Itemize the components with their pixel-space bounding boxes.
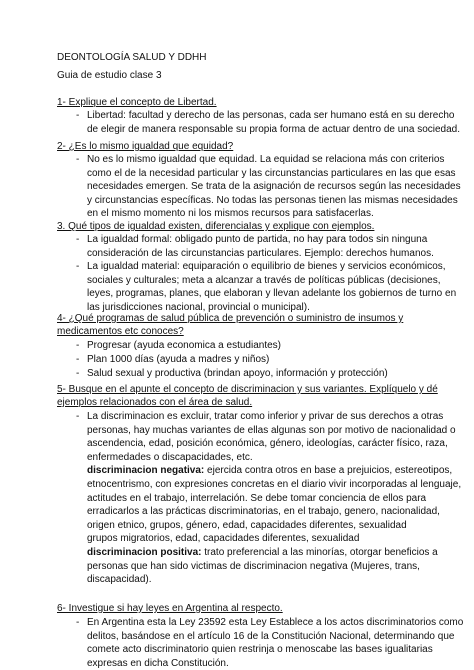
bullet: -: [76, 354, 80, 365]
doc-title: DEONTOLOGÍA SALUD Y DDHH: [57, 52, 207, 63]
answer-4a: [87, 339, 432, 353]
answer-line: personas que han sido victimas de discriminacion negativa (Mujeres, trans,: [87, 560, 420, 572]
answer-line: La igualdad material: equiparación o equilibrio de bienes y servicios económicos,: [87, 261, 446, 272]
answer-1: [87, 109, 461, 136]
question-4-line-1: 4- ¿Qué programas de salud pública de prevención o suministro de insumos y: [57, 313, 404, 324]
bullet: -: [76, 234, 80, 245]
answer-line: En Argentina esta la Ley 23592 esta Ley Establece a los actos discriminatorios como: [87, 617, 464, 628]
answer-line: delitos, basándose en el artículo 16 de la Constitución Nacional, determinando que: [87, 630, 455, 642]
answer-line: Plan 1000 días (ayuda a madres y niños): [87, 354, 270, 365]
bold-term: discriminacion negativa:: [87, 465, 205, 477]
answer-line: grupos migratorios, edad, capacidades diferentes, sexualidad: [87, 533, 360, 545]
question-5-line-1: 5- Busque en el apunte el concepto de discriminacion y sus variantes. Explíquelo y dé: [57, 384, 438, 395]
answer-4c: [87, 367, 432, 381]
term-text: ejercida contra otros en base a prejuicios, estereotipos,: [204, 465, 453, 477]
question-6: 6- Investigue si hay leyes en Argentina al respecto.: [57, 603, 283, 614]
answer-line: discapacidad).: [87, 574, 152, 586]
answer-line: Progresar (ayuda economica a estudiantes): [87, 340, 281, 351]
answer-line: personas, hay muchas variantes de ellas algunas son por motivo de nacionalidad o: [87, 424, 456, 436]
question-1: 1- Explique el concepto de Libertad.: [57, 97, 217, 108]
answer-line: La igualdad formal: obligado punto de partida, no hay para todos sin ninguna: [87, 234, 428, 245]
answer-line: leyes, programas, planes, que elaboran y llevan adelante los gobiernos de turno en: [87, 288, 457, 300]
bullet: -: [76, 340, 80, 351]
answer-line: erradicarlos a las prácticas discriminatorias, en el trabajo, genero, nacionalidad,: [87, 506, 440, 518]
question-3: 3. Qué tipos de igualdad existen, diferenciaIas y explique con ejemplos.: [57, 221, 375, 232]
answer-line: consideración de las circunstancias particulares. Ejemplo: derechos humanos.: [87, 247, 434, 259]
bullet: -: [76, 617, 80, 628]
answer-line: Libertad: facultad y derecho de las personas, cada ser humano está en su derecho: [87, 110, 455, 121]
bullet: -: [76, 411, 80, 422]
answer-line: Salud sexual y productiva (brindan apoyo, información y protección): [87, 368, 388, 379]
answer-line: sociales y culturales; meta a alcanzar a través de políticas públicas (decisiones,: [87, 274, 441, 286]
answer-line: La discriminacion es excluir, tratar como inferior y privar de sus derechos a otras: [87, 411, 444, 422]
answer-3a: [87, 233, 432, 260]
term-text: trato preferencial a las minorías, otorgar beneficios a: [201, 546, 438, 558]
doc-subtitle: Guia de estudio clase 3: [57, 70, 162, 81]
answer-line: de elegir de manera responsable su propia forma de actuar dentro de una sociedad.: [87, 123, 461, 135]
bullet: -: [76, 261, 80, 272]
answer-line: comete acto discriminatorio quien restrinja o menoscabe las bases igualitarias: [87, 644, 433, 656]
question-2: 2- ¿Es lo mismo igualdad que equidad?: [57, 141, 234, 152]
answer-line: necesidades emergen. Se trata de la asignación de recursos según las necesidades: [87, 181, 461, 193]
answer-line-with-term: [87, 464, 453, 478]
answer-line: origen etnico, grupos, género, edad, capacidades diferentes, sexualidad: [87, 519, 407, 531]
answer-4b: [87, 353, 432, 367]
answer-line: enfermedades o discapacidades, etc.: [87, 451, 253, 463]
answer-3b: [87, 260, 457, 314]
answer-line: y circunstancias específicas. No todas las personas tienen las mismas necesidades: [87, 194, 458, 206]
bold-term: discriminacion positiva:: [87, 546, 202, 558]
bullet: -: [76, 154, 80, 165]
answer-line: actitudes en el trabajo, interrelación. Se debe tomar conciencia de ellos para: [87, 492, 427, 504]
answer-line: como el de la necesidad particular y las circunstancias particulares en las que esas: [87, 167, 456, 179]
answer-line: No es lo mismo igualdad que equidad. La equidad se relaciona más con criterios: [87, 154, 445, 165]
answer-line: expresas en dicha Constitución.: [87, 657, 229, 669]
question-5-line-2: ejemplos relacionados con el área de salud.: [57, 397, 253, 408]
answer-6: [87, 616, 464, 670]
answer-line: ascendencia, edad, posición económica, género, ideologías, carácter físico, raza,: [87, 438, 448, 450]
answer-line: las jurisdicciones nacional, provincial o municipal).: [87, 301, 310, 313]
bullet: -: [76, 110, 80, 121]
answer-line-with-term: [87, 546, 438, 560]
answer-line: etnocentrismo, con expresiones concretas en el diario vivir incorporadas al lenguaje,: [87, 478, 462, 490]
answer-5: [87, 410, 462, 587]
question-4-line-2: medicamentos etc conoces?: [57, 326, 184, 337]
bullet: -: [76, 368, 80, 379]
answer-2: [87, 153, 461, 221]
answer-line: en el mismo momento ni los mismos recursos para satisfacerlas.: [87, 208, 374, 220]
